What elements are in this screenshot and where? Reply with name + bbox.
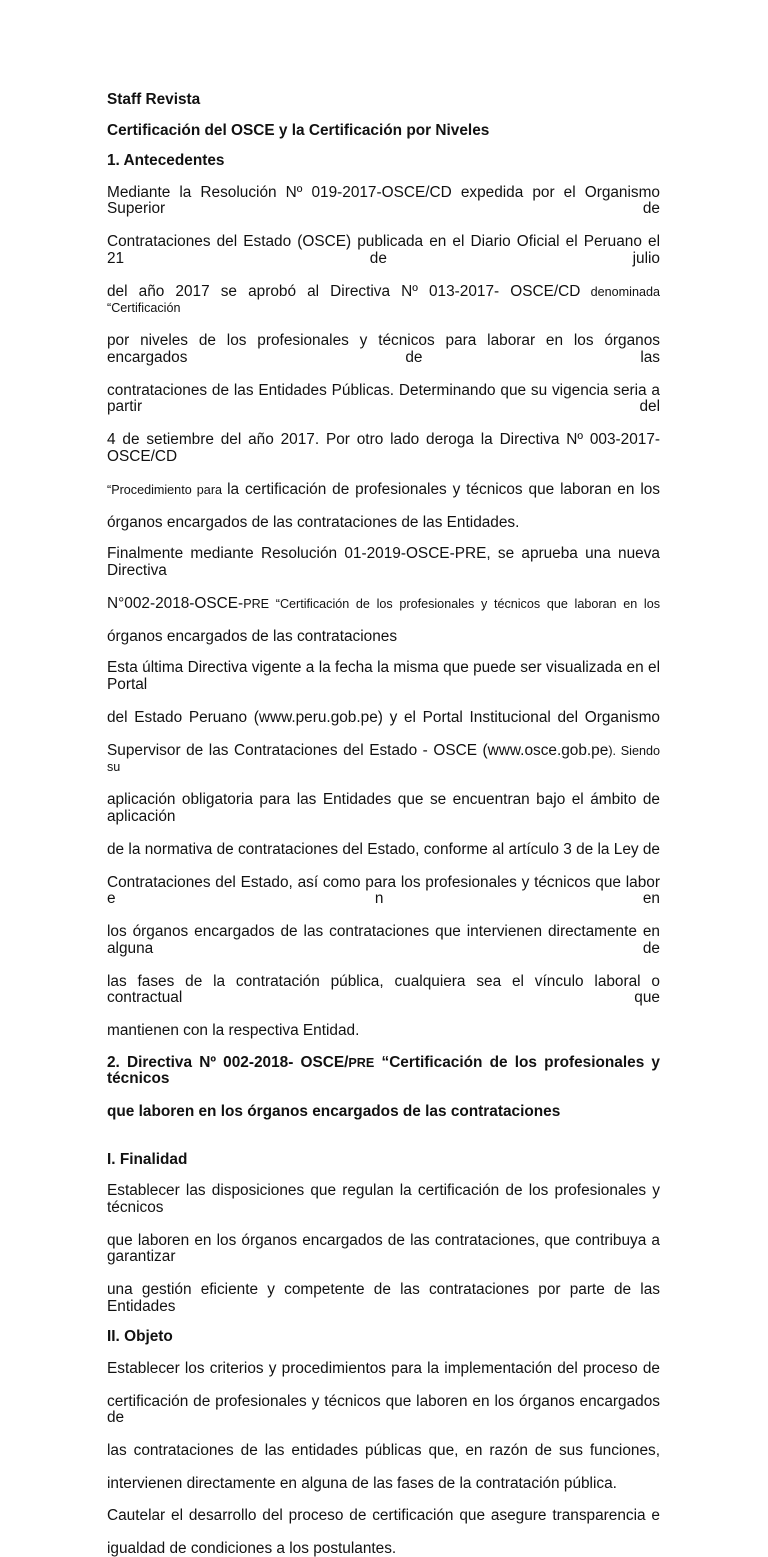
text-span: N°002-2018-OSCE- <box>107 595 243 612</box>
text-line: Mediante la Resolución Nº 019-2017-OSCE/CD expedida por el Organismo Superior de <box>107 185 660 235</box>
antecedentes-paragraph-3 <box>107 660 660 1040</box>
text-line: una gestión eficiente y competente de las contrataciones por parte de las Entidades <box>107 1282 660 1315</box>
article-title: Certificación del OSCE y la Certificación por Niveles <box>107 123 660 140</box>
text-span: Supervisor de las Contrataciones del Estado - OSCE (www.osce.gob.pe <box>107 742 608 759</box>
objeto-paragraph-1 <box>107 1361 660 1493</box>
objeto-heading: II. Objeto <box>107 1329 660 1346</box>
text-line: intervienen directamente en alguna de las fases de la contratación pública. <box>107 1476 660 1493</box>
document-body <box>107 92 660 1557</box>
text-span: “Certificación de los profesionales y técnicos <box>107 1054 660 1088</box>
text-line: Contrataciones del Estado, así como para los profesionales y técnicos que labor e n en <box>107 875 660 925</box>
text-line: Establecer los criterios y procedimientos para la implementación del proceso de <box>107 1361 660 1394</box>
text-line: que laboren en los órganos encargados de las contrataciones <box>107 1104 660 1121</box>
text-line: Cautelar el desarrollo del proceso de certificación que asegure transparencia e <box>107 1508 660 1541</box>
text-span: 2. Directiva Nº 002-2018- OSCE/ <box>107 1054 348 1071</box>
text-line: 4 de setiembre del año 2017. Por otro lado deroga la Directiva Nº 003-2017-OSCE/CD <box>107 432 660 482</box>
finalidad-heading: I. Finalidad <box>107 1152 660 1169</box>
text-span-small: denominada “Certificación <box>107 285 660 316</box>
text-line <box>107 1055 660 1105</box>
text-line: las contrataciones de las entidades públicas que, en razón de sus funciones, <box>107 1443 660 1476</box>
text-line: Esta última Directiva vigente a la fecha la misma que puede ser visualizada en el Portal <box>107 660 660 710</box>
section-1-heading: 1. Antecedentes <box>107 153 660 170</box>
text-span: del año 2017 se aprobó al Directiva Nº 013-2017- OSCE/CD <box>107 283 580 300</box>
text-line <box>107 482 660 515</box>
finalidad-paragraph <box>107 1183 660 1315</box>
text-line: del Estado Peruano (www.peru.gob.pe) y el Portal Institucional del Organismo <box>107 710 660 743</box>
text-line: Finalmente mediante Resolución 01-2019-OSCE-PRE, se aprueba una nueva Directiva <box>107 546 660 596</box>
text-span-small: ). Siendo su <box>107 744 660 775</box>
text-span-small: PRE “Certificación de los profesionales y técnicos que laboran en los <box>243 597 660 611</box>
text-line <box>107 596 660 629</box>
text-line: contrataciones de las Entidades Públicas. Determinando que su vigencia seria a partir del <box>107 383 660 433</box>
text-line: Establecer las disposiciones que regulan la certificación de los profesionales y técnicos <box>107 1183 660 1233</box>
text-line: aplicación obligatoria para las Entidades que se encuentran bajo el ámbito de aplicación <box>107 792 660 842</box>
text-line: igualdad de condiciones a los postulantes. <box>107 1541 660 1557</box>
section-2-heading <box>107 1055 660 1121</box>
text-span-small: PRE <box>348 1056 374 1070</box>
antecedentes-paragraph-1 <box>107 185 660 532</box>
text-span: la certificación de profesionales y técnicos que laboran en los <box>227 481 660 498</box>
text-line: Contrataciones del Estado (OSCE) publicada en el Diario Oficial el Peruano el 21 de julio <box>107 234 660 284</box>
objeto-paragraph-2 <box>107 1508 660 1557</box>
text-line: órganos encargados de las contrataciones de las Entidades. <box>107 515 660 532</box>
staff-label: Staff Revista <box>107 92 660 109</box>
text-span-small: “Procedimiento para <box>107 483 227 497</box>
text-line: mantienen con la respectiva Entidad. <box>107 1023 660 1040</box>
text-line: por niveles de los profesionales y técnicos para laborar en los órganos encargados de las <box>107 333 660 383</box>
text-line: de la normativa de contrataciones del Estado, conforme al artículo 3 de la Ley de <box>107 842 660 875</box>
antecedentes-paragraph-2 <box>107 546 660 645</box>
text-line <box>107 743 660 793</box>
text-line: las fases de la contratación pública, cualquiera sea el vínculo laboral o contractual que <box>107 974 660 1024</box>
text-line: los órganos encargados de las contrataciones que intervienen directamente en alguna de <box>107 924 660 974</box>
text-line: que laboren en los órganos encargados de las contrataciones, que contribuya a garantizar <box>107 1233 660 1283</box>
text-line <box>107 284 660 334</box>
text-line: certificación de profesionales y técnicos que laboren en los órganos encargados de <box>107 1394 660 1444</box>
text-line: órganos encargados de las contrataciones <box>107 629 660 646</box>
